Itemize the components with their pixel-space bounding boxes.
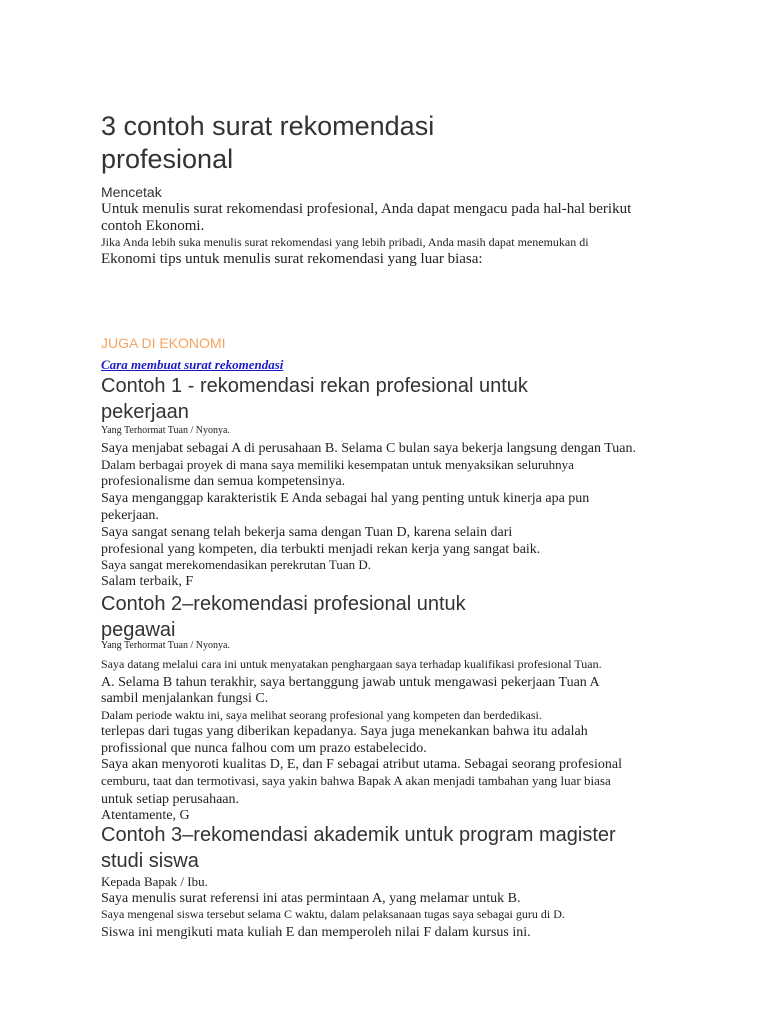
letter-line: Saya sangat senang telah bekerja sama dengan Tuan D, karena selain dari <box>101 525 513 540</box>
example1-salutation: Yang Terhormat Tuan / Nyonya. <box>101 425 230 436</box>
letter-line: Kepada Bapak / Ibu. <box>101 874 208 889</box>
intro-line: Untuk menulis surat rekomendasi profesional, Anda dapat mengacu pada hal-hal berikut <box>101 201 632 217</box>
intro-line: Jika Anda lebih suka menulis surat rekomendasi yang lebih pribadi, Anda masih dapat menemukan di <box>101 235 589 249</box>
letter-line: Saya akan menyoroti kualitas D, E, dan F sebagai atribut utama. Sebagai seorang profesional <box>101 757 622 772</box>
letter-line: cemburu, taat dan termotivasi, saya yakin bahwa Bapak A akan menjadi tambahan yang luar biasa <box>101 773 611 788</box>
letter-line: untuk setiap perusahaan. <box>101 792 240 807</box>
example2-salutation: Yang Terhormat Tuan / Nyonya. <box>101 640 230 651</box>
letter-line: Saya menganggap karakteristik E Anda sebagai hal yang penting untuk kinerja apa pun <box>101 491 590 506</box>
letter-signoff: Atentamente, G <box>101 808 190 823</box>
letter-line: Saya menjabat sebagai A di perusahaan B. Selama C bulan saya bekerja langsung dengan Tuan. <box>101 441 636 456</box>
letter-line: Dalam berbagai proyek di mana saya memiliki kesempatan untuk menyaksikan seluruhnya <box>101 457 574 472</box>
letter-line: Dalam periode waktu ini, saya melihat seorang profesional yang kompeten dan berdedikasi. <box>101 708 542 722</box>
example3-heading-line2: studi siswa <box>101 850 199 872</box>
letter-line: profissional que nunca falhou com um prazo estabelecido. <box>101 741 427 756</box>
letter-line: sambil menjalankan fungsi C. <box>101 691 269 706</box>
page-title-line1: 3 contoh surat rekomendasi <box>101 111 435 141</box>
example2-heading-line2: pegawai <box>101 619 176 641</box>
letter-line: terlepas dari tugas yang diberikan kepadanya. Saya juga menekankan bahwa itu adalah <box>101 724 588 739</box>
also-section-label: JUGA DI EKONOMI <box>101 335 226 351</box>
letter-line: Saya datang melalui cara ini untuk menyatakan penghargaan saya terhadap kualifikasi profesional Tuan. <box>101 657 602 671</box>
intro-line: contoh Ekonomi. <box>101 218 205 234</box>
intro-line: Ekonomi tips untuk menulis surat rekomendasi yang luar biasa: <box>101 251 483 267</box>
related-article-link[interactable]: Cara membuat surat rekomendasi <box>101 357 284 372</box>
letter-line: profesionalisme dan semua kompetensinya. <box>101 474 346 489</box>
letter-line: pekerjaan. <box>101 508 159 523</box>
letter-line: Saya sangat merekomendasikan perekrutan Tuan D. <box>101 557 372 572</box>
example1-heading-line1: Contoh 1 - rekomendasi rekan profesional untuk <box>101 375 528 397</box>
print-label[interactable]: Mencetak <box>101 184 162 200</box>
letter-line: Saya menulis surat referensi ini atas permintaan A, yang melamar untuk B. <box>101 891 521 906</box>
letter-line: A. Selama B tahun terakhir, saya bertanggung jawab untuk mengawasi pekerjaan Tuan A <box>101 675 600 690</box>
letter-line: profesional yang kompeten, dia terbukti menjadi rekan kerja yang sangat baik. <box>101 542 541 557</box>
letter-line: Saya mengenal siswa tersebut selama C waktu, dalam pelaksanaan tugas saya sebagai guru di D. <box>101 907 565 921</box>
example2-heading-line1: Contoh 2–rekomendasi profesional untuk <box>101 593 466 615</box>
letter-signoff: Salam terbaik, F <box>101 574 194 589</box>
example1-heading-line2: pekerjaan <box>101 401 189 423</box>
example3-heading-line1: Contoh 3–rekomendasi akademik untuk program magister <box>101 824 616 846</box>
page-title-line2: profesional <box>101 144 234 174</box>
letter-line: Siswa ini mengikuti mata kuliah E dan memperoleh nilai F dalam kursus ini. <box>101 925 531 940</box>
